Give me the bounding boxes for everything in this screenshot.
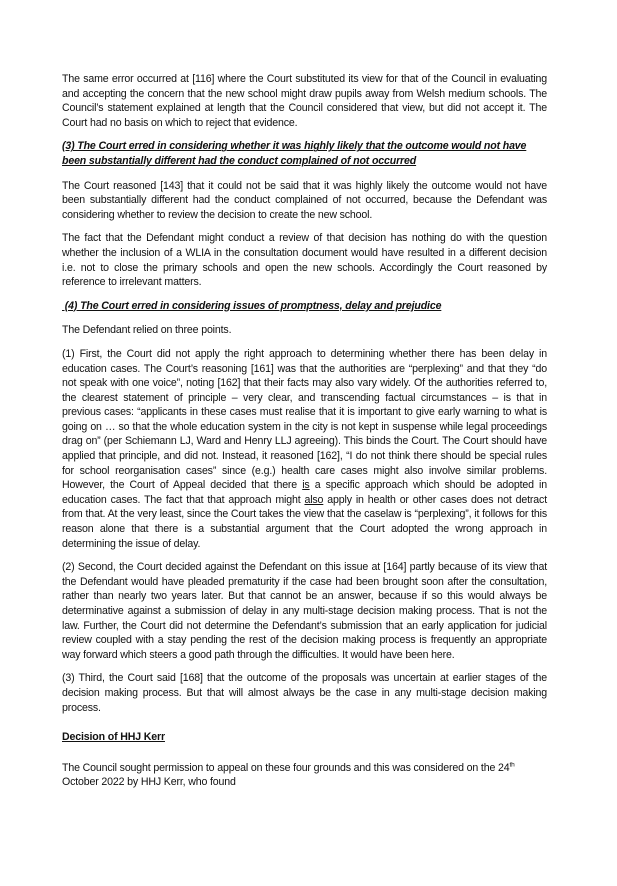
paragraph-error-116: The same error occurred at [116] where the Court substituted its view for that of the Council in evaluating and accepting the concern that the new school might draw pupils away from Welsh medium schools. The Council’s statement explained at length that the Council considered that view, but did not accept it. The Court had no basis on which to reject that evidence. — [62, 73, 547, 129]
ordinal-suffix: th — [509, 761, 515, 769]
permission-text-a: The Council sought permission to appeal on these four grounds and this was considered on the 24 — [62, 761, 510, 774]
permission-text-b: October 2022 by HHJ Kerr, who found — [62, 776, 236, 789]
paragraph-permission-appeal — [62, 761, 547, 790]
point-1-text-c: apply in health or other cases does not detract from that. At the very least, since the Court takes the view that the caselaw is “perplexing”, it follows for this reason alone that there is a substantial argument that the Court adopted the wrong approach in determining the issue of delay. — [62, 493, 547, 550]
emphasis-also: also — [304, 493, 324, 506]
heading-ground-3: (3) The Court erred in considering whether it was highly likely that the outcome would not have been substantially different had the conduct complained of not occurred — [62, 140, 527, 167]
emphasis-is: is — [302, 479, 310, 492]
paragraph-reasoned-143: The Court reasoned [143] that it could not be said that it was highly likely the outcome would not have been substantially different had the conduct complained of not occurred, because the Defendant was considering whether to review the decision to create the new school. — [62, 179, 547, 221]
heading-ground-4: (4) The Court erred in considering issues of promptness, delay and prejudice — [62, 299, 442, 312]
paragraph-point-3: (3) Third, the Court said [168] that the outcome of the proposals was uncertain at earlier stages of the decision making process. But that will almost always be the case in any multi-stage decision making process. — [62, 672, 547, 714]
paragraph-point-2: (2) Second, the Court decided against the Defendant on this issue at [164] partly because of its view that the Defendant would have pleaded prematurity if the case had been brought soon after the consultation, rather than nearly two years later. But that cannot be an answer, because if so this would always be determinative against a submission of delay in any multi-stage decision making process. That is not the law. Further, the Court did not determine the Defendant’s submission that an early application for judicial review coupled with a stay pending the rest of the decision making process is frequently an appropriate way forward which steers a good path through the difficulties. It would have been here. — [62, 561, 547, 661]
paragraph-review-irrelevant: The fact that the Defendant might conduct a review of that decision has nothing do with the question whether the inclusion of a WLIA in the consultation document would have resulted in a different decision i.e. not to close the primary schools and open the new schools. Accordingly the Court reasoned by reference to irrelevant matters. — [62, 232, 547, 289]
point-1-text-b: a specific approach which should be adopted in education cases. The fact that that approach might — [62, 479, 547, 506]
point-1-text-a: (1) First, the Court did not apply the right approach to determining whether there has been delay in education cases. The Court’s reasoning [161] was that the authorities are “perplexing” and that they “do not speak with one voice”, noting [162] that their facts may also vary widely. Of the authorities referred to, the clearest statement of principle – very clear, and transcending factual circumstances – is that in previous cases: “applicants in these cases must realise that it is important to give early warning to what is going on … so that the whole education system in the city is not kept in suspense while legal proceedings drag on” (per Schiemann LJ, Ward and Henry LLJ agreeing). This binds the Court. The Court should have applied that principle, and did not. Instead, it reasoned [162], “I do not think there should be special rules for school reorganisation cases” since (e.g.) health care cases might also involve similar problems. However, the Court of Appeal decided that there — [62, 347, 547, 492]
paragraph-point-1 — [62, 347, 547, 551]
document-page — [62, 72, 547, 799]
paragraph-three-points: The Defendant relied on three points. — [62, 324, 232, 337]
heading-decision-hhj-kerr: Decision of HHJ Kerr — [62, 731, 165, 744]
